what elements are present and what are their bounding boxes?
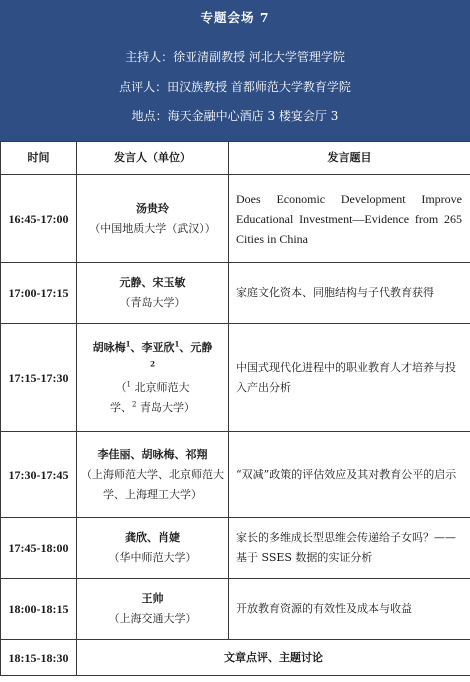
time-cell: 17:15-17:30 [1,324,77,432]
table-row [1,263,470,324]
column-header-time: 时间 [1,142,77,175]
speaker-cell [77,432,229,518]
speaker-names: 龚欣、肖婕 [125,531,180,544]
speaker-affiliation: （青岛大学） [119,296,186,309]
commentator-line: 点评人：田汉族教授 首都师范大学教育学院 [119,80,351,94]
speaker-cell [77,518,229,579]
speaker-cell [77,324,229,432]
speaker-cell [77,175,229,263]
topic-cell: Does Economic Development Improve Educational Investment—Evidence from 265 Cities in China [229,175,470,263]
speaker-names: 元静、宋玉敏 [119,276,186,289]
host-line: 主持人：徐亚清副教授 河北大学管理学院 [125,50,345,64]
table-row [1,432,470,518]
table-row [1,640,470,676]
speaker-affiliation: （$^1$ 北京师范大学、$^2$ 青岛大学） [110,379,195,414]
column-header-topic: 发言题目 [229,142,470,175]
topic-cell: 开放教育资源的有效性及成本与收益 [229,579,470,640]
column-header-speaker: 发言人（单位） [77,142,229,175]
table-header-row [1,142,470,175]
topic-cell: 家长的多维成长型思维会传递给子女吗？——基于 SSES 数据的实证分析 [229,518,470,579]
time-cell: 18:00-18:15 [1,579,77,640]
topic-cell: “双减”政策的评估效应及其对教育公平的启示 [229,432,470,518]
time-cell: 18:15-18:30 [1,640,77,676]
speaker-affiliation: （上海师范大学、北京师范大学、上海理工大学） [81,467,224,501]
speaker-names: 李佳丽、胡咏梅、祁翔 [97,447,208,461]
table-row [1,518,470,579]
topic-cell: 中国式现代化进程中的职业教育人才培养与投入产出分析 [229,324,470,432]
schedule-table [0,141,470,676]
speaker-affiliation: （上海交通大学） [108,612,197,625]
table-row [1,579,470,640]
closing-discussion-cell: 文章点评、主题讨论 [77,640,470,676]
speaker-names: 胡咏梅$^1$、李亚欣$^1$、元静$^2$ [92,338,213,368]
speaker-names: 汤贵玲 [136,201,169,215]
speaker-cell [77,263,229,324]
time-cell: 16:45-17:00 [1,175,77,263]
session-title: 专题会场 7 [200,10,270,25]
venue-line: 地点：海天金融中心酒店 3 楼宴会厅 3 [131,109,339,123]
speaker-affiliation: （中国地质大学（武汉）） [89,221,216,235]
speaker-cell [77,579,229,640]
speaker-names: 王帅 [141,592,164,605]
table-row [1,175,470,263]
speaker-affiliation: （华中师范大学） [108,551,197,564]
table-row [1,324,470,432]
time-cell: 17:30-17:45 [1,432,77,518]
time-cell: 17:00-17:15 [1,263,77,324]
session-header [0,0,470,141]
time-cell: 17:45-18:00 [1,518,77,579]
topic-cell: 家庭文化资本、同胞结构与子代教育获得 [229,263,470,324]
